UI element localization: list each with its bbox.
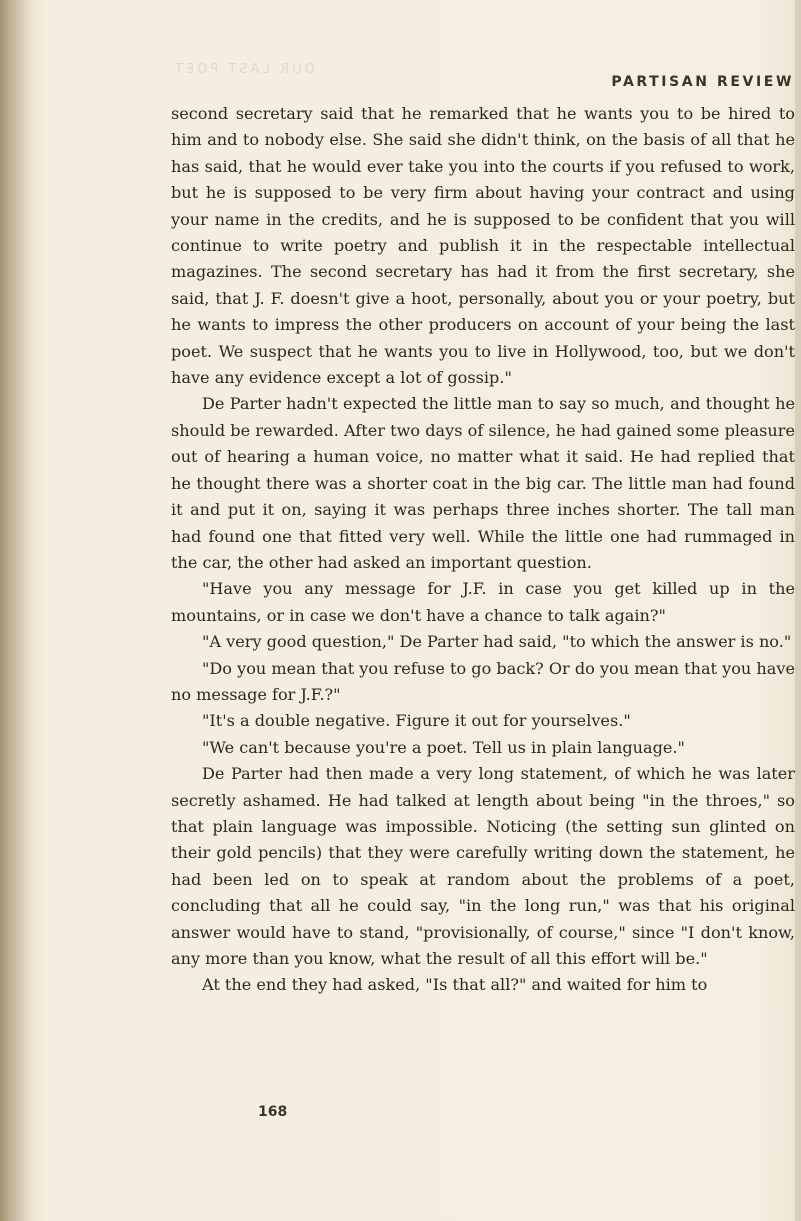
body-text — [171, 101, 795, 999]
paragraph: "A very good question," De Parter had said, "to which the answer is no." — [202, 632, 792, 652]
paragraph-final: At the end they had asked, "Is that all?" and waited for him to — [202, 975, 708, 995]
paragraph: De Parter had then made a very long statement, of which he was later secretly ashamed. He had talked at length about being "in the throes," so that plain language was impossible. Noticing (the setting sun glinted on their gold pencils) that they were carefully writing down the statement, he had been led on to speak at random about the problems of a poet, concluding that all he could say, "in the long run," was that his original answer would have to stand, "provisionally, of course," since "I don't know, any more than you know, what the result of all this effort will be." — [171, 764, 795, 968]
page-number: 168 — [258, 1104, 288, 1120]
running-head: PARTISAN REVIEW — [611, 74, 794, 90]
paragraph: "Have you any message for J.F. in case you get killed up in the mountains, or in case we don't have a chance to talk again?" — [171, 579, 795, 625]
bleed-through-header: OUR LAST POET — [172, 62, 315, 77]
paragraph-continuation: second secretary said that he remarked that he wants you to be hired to him and to nobody else. She said she didn't think, on the basis of all that he has said, that he would ever take you into the courts if you refused to work, but he is supposed to be very firm about having your contract and using your name in the credits, and he is supposed to be confident that you will continue to write poetry and publish it in the respectable intellectual magazines. The second secretary has had it from the first secretary, she said, that J. F. doesn't give a hoot, personally, about you or your poetry, but he wants to impress the other producers on account of your being the last poet. We suspect that he wants you to live in Hollywood, too, but we don't have any evidence except a lot of gossip." — [171, 104, 795, 388]
page-right-edge — [795, 0, 801, 1221]
paragraph: De Parter hadn't expected the little man to say so much, and thought he should be rewarded. After two days of silence, he had gained some pleasure out of hearing a human voice, no matter what it said. He had replied that he thought there was a shorter coat in the big car. The little man had found it and put it on, saying it was perhaps three inches shorter. The tall man had found one that fitted very well. While the little one had rummaged in the car, the other had asked an important question. — [171, 394, 795, 572]
paragraph: "We can't because you're a poet. Tell us in plain language." — [202, 737, 685, 757]
binding-gutter-shadow — [0, 0, 34, 1221]
paragraph: "It's a double negative. Figure it out for yourselves." — [202, 711, 631, 731]
paragraph: "Do you mean that you refuse to go back? Or do you mean that you have no message for J.F.?" — [171, 658, 795, 704]
